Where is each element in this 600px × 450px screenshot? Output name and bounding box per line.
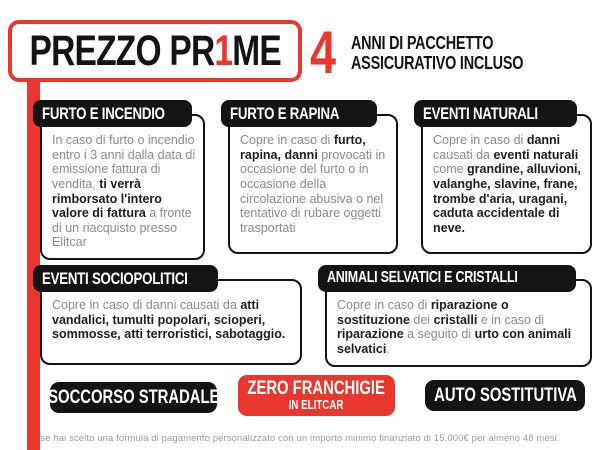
badge-zero-line2: IN ELITCAR	[289, 397, 344, 412]
card-body-furto-rapina: Copre in caso di furto, rapina, danni provocati in occasione del furto o in occasione della circolazione abusiva o nel tentativo di rubare oggetti trasportati	[228, 114, 398, 254]
header-subtitle: ANNI DI PACCHETTO ASSICURATIVO INCLUSO	[351, 32, 524, 73]
card-title-furto-rapina: FURTO E RAPINA	[221, 100, 377, 127]
card-furto-rapina	[228, 100, 398, 254]
badge-zero-franchigie	[238, 375, 395, 416]
card-title-furto-incendio: FURTO E INCENDIO	[33, 100, 192, 127]
left-red-ribbon	[27, 75, 40, 450]
card-title-animali-cristalli: ANIMALI SELVATICI E CRISTALLI	[318, 265, 576, 292]
card-eventi-sociopolitici	[40, 265, 302, 365]
card-row-1	[40, 100, 592, 260]
card-body-furto-incendio: In caso di furto o incendio entro i 3 anni dalla data di emissione fattura di vendita, ti verrà rimborsato l'intero valore di fattura a fronte di un riacquisto presso Elitcar	[40, 114, 205, 260]
footnote: se hai scelto una formula di pagamento personalizzato con un importo minimo finanziato di 15.000€ per almeno 48 mesi.	[40, 433, 560, 444]
card-body-animali-cristalli: Copre in caso di riparazione o sostituzione dei cristalli e in caso di riparazione a seguito di urto con animali selvatici.	[325, 279, 592, 367]
card-furto-incendio	[40, 100, 205, 260]
card-title-eventi-sociopolitici: EVENTI SOCIOPOLITICI	[33, 265, 218, 292]
title-highlight-digit: 1	[214, 26, 233, 75]
card-animali-cristalli	[325, 265, 592, 367]
badge-zero-line1: ZERO FRANCHIGIE	[247, 377, 386, 399]
card-title-eventi-naturali: EVENTI NATURALI	[414, 100, 577, 127]
card-body-eventi-naturali: Copre in caso di danni causati da eventi naturali come grandine, alluvioni, valanghe, slavine, frane, trombe d'aria, uragani, caduta accidentale di neve.	[421, 114, 592, 254]
page-title: PREZZO PR1ME	[29, 26, 281, 75]
badge-auto-sostitutiva: AUTO SOSTITUTIVA	[425, 380, 585, 411]
card-eventi-naturali	[421, 100, 592, 254]
card-row-2	[40, 265, 592, 367]
badge-soccorso-stradale: SOCCORSO STRADALE	[50, 382, 217, 413]
card-body-eventi-sociopolitici: Copre in caso di danni causati da atti vandalici, tumulti popolari, scioperi, sommosse, atti terroristici, sabotaggio.	[40, 279, 302, 365]
big-number-4: 4	[310, 19, 337, 86]
title-box	[8, 20, 302, 82]
header-subtitle-group	[310, 19, 572, 86]
